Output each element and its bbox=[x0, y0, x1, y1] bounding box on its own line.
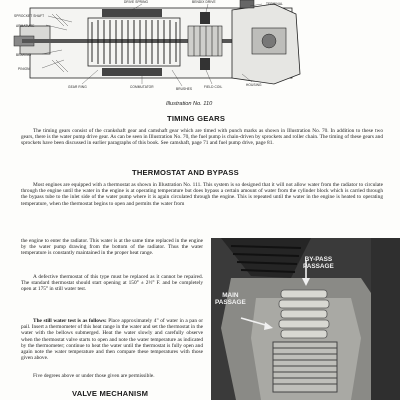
still-water-test-paragraph bbox=[21, 318, 203, 361]
photo-label-main bbox=[215, 292, 246, 306]
thermostat-photo bbox=[211, 238, 400, 400]
callout-bearing: BEARING bbox=[16, 53, 32, 57]
callout-drive-spring: DRIVE SPRING bbox=[124, 0, 149, 4]
callout-terminal: TERMINAL bbox=[266, 2, 283, 6]
photo-label-main-line1: MAIN bbox=[222, 292, 239, 299]
heading-timing-gears: TIMING GEARS bbox=[167, 114, 226, 123]
callout-field-coil: FIELD COIL bbox=[204, 85, 223, 89]
thermostat-paragraph-1-continued: the engine to enter the radiator. This water is at the same time replaced in the engine by the water pump drawing from the bottom of the radiator. Thus the water temperature is constantly maintained in the proper heat range. bbox=[21, 238, 203, 257]
callout-gear-ring: GEAR RING bbox=[68, 85, 87, 89]
photo-label-bypass bbox=[303, 256, 334, 270]
callout-housing: HOUSING bbox=[246, 83, 262, 87]
callout-pinion: PINION bbox=[18, 67, 30, 71]
callout-armature: ARMATURE bbox=[16, 24, 35, 28]
starter-cutaway-drawing bbox=[12, 0, 312, 93]
thermostat-paragraph-1: Most engines are equipped with a thermostat as shown in Illustration No. 111. This system is so designed that it will not allow water from the radiator to circulate through the engine until the water in the engine is at operating temperature but does bypass a certain amount of water from the cylinder block which is carried through the bypass tube to the inlet side of the water pump where it is again circulated through the engine. This is repeated until the water in the engine is heated to operating temperature, when the thermostat begins to open and permits the water from bbox=[21, 182, 383, 207]
thermostat-paragraph-4: Five degrees above or under those given are permissible. bbox=[33, 373, 155, 379]
photo-label-bypass-line2: PASSAGE bbox=[303, 263, 334, 270]
heading-thermostat-bypass: THERMOSTAT AND BYPASS bbox=[132, 168, 239, 177]
photo-label-main-line2: PASSAGE bbox=[215, 299, 246, 306]
photo-label-bypass-line1: BY-PASS bbox=[304, 256, 333, 263]
heading-valve-mechanism: VALVE MECHANISM bbox=[72, 389, 149, 398]
still-water-test-text: Place approximately 4" of water in a pan or pail. Insert a thermometer of this heat range in the water and set the thermostat in the water with the bellows submerged. Heat the water slowly and carefully observe when the thermostat valve starts to open and note the water temperature as indicated by the thermometer; continue to heat the water until the thermostat is fully open and again note the water temperature and then compare these temperatures with those given above. bbox=[21, 318, 203, 362]
callout-bendix-drive: BENDIX DRIVE bbox=[192, 0, 216, 4]
timing-gears-paragraph: The timing gears consist of the crankshaft gear and camshaft gear which are timed with punch marks as shown in Illustration No. 70. In addition to these two gears, there is the water pump drive gear. As can be seen in Illustration No. 70, the fuel pump is chain-driven by sprockets and roller chain. The timing of these gears and sprockets have been discussed in earlier paragraphs of this book. See camshaft, page 71 and fuel pump drive, page 81. bbox=[21, 128, 383, 147]
callout-sprocket-shaft: SPROCKET SHAFT bbox=[14, 14, 45, 18]
still-water-test-lead: The still water test is as follows: bbox=[33, 318, 107, 324]
thermostat-paragraph-2: A defective thermostat of this type must be replaced as it cannot be repaired. The standard thermostat should start opening at 150° ± 2½° F. and be completely open at 175° in still water test. bbox=[21, 274, 203, 293]
illustration-caption: Illustration No. 110 bbox=[166, 101, 213, 107]
callout-commutator: COMMUTATOR bbox=[130, 85, 154, 89]
starter-cutaway-illustration bbox=[12, 0, 312, 93]
callout-brushes: BRUSHES bbox=[176, 87, 193, 91]
